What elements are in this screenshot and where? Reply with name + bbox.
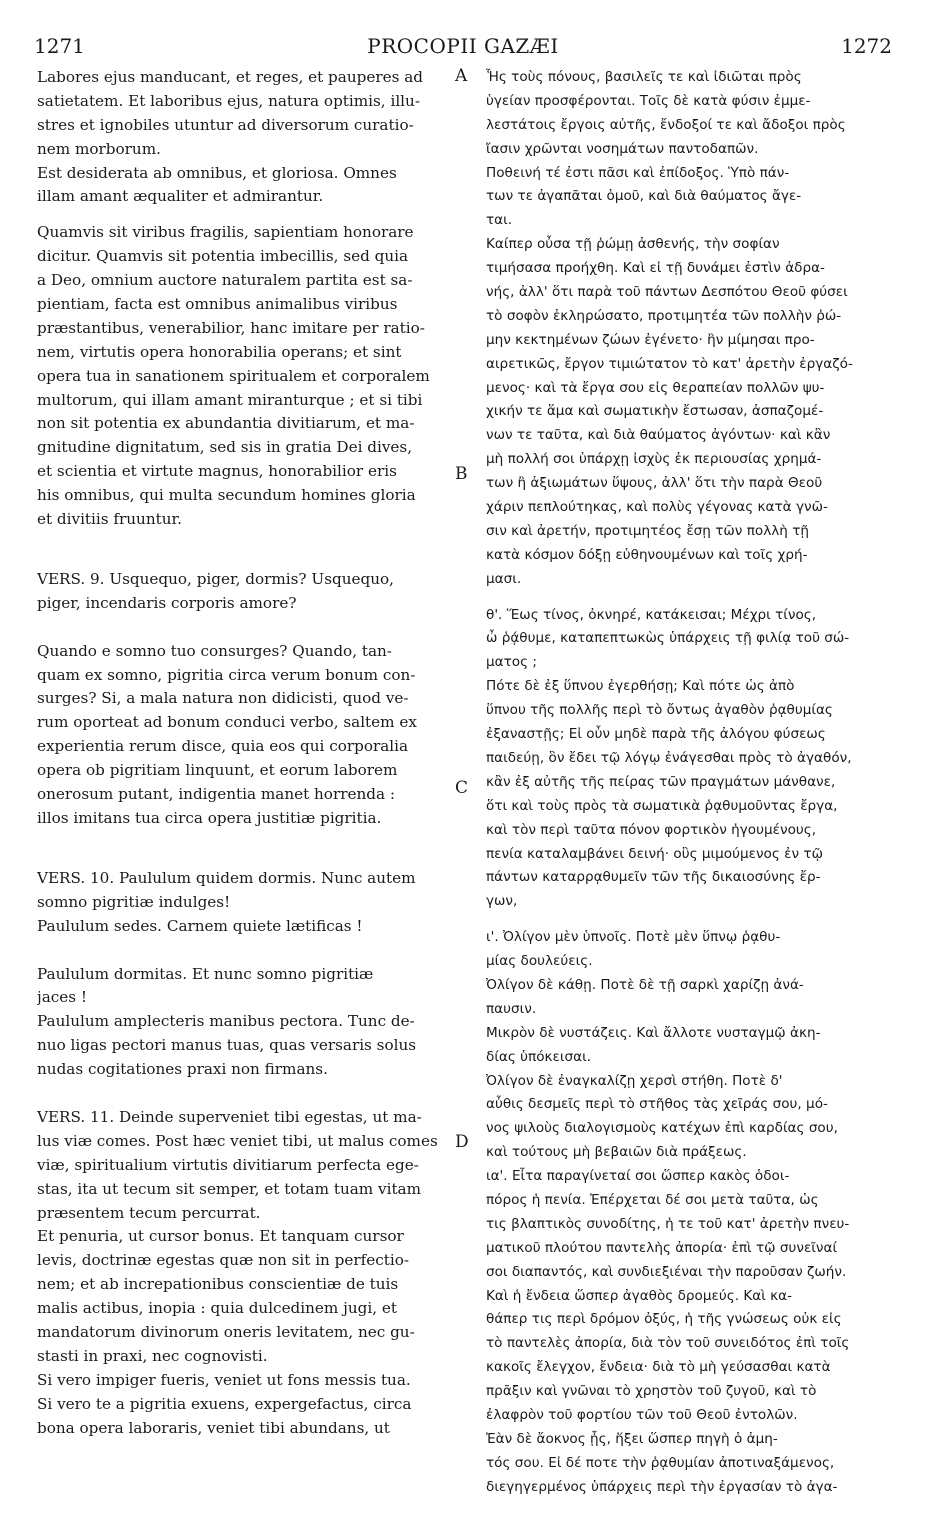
greek-text-line: κατὰ κόσμον δόξῃ εὐθηνουμένων καὶ τοῖς χρή- (486, 546, 808, 563)
greek-text-line: μην κεκτημένων ζώων ἐγένετο· ἣν μίμησαι προ- (486, 331, 815, 348)
latin-text-line: somno pigritiæ indulges! (37, 892, 231, 911)
latin-text-line: nuo ligas pectori manus tuas, quas versaris solus (37, 1036, 417, 1055)
paragraph-gap (486, 592, 890, 604)
latin-text-line: præsentem tecum percurrat. (37, 1203, 261, 1222)
latin-text-line: VERS. 10. Paululum quidem dormis. Nunc autem (37, 868, 416, 887)
greek-text-line: θ'. Ἕως τίνος, ὀκνηρέ, κατάκεισαι; Μέχρι τίνος, (486, 606, 817, 623)
greek-text-line: μὴ πολλή σοι ὑπάρχῃ ἰσχὺς ἐκ περιουσίας χρημά- (486, 451, 822, 468)
greek-text-line: αιρετικῶς, ἔργον τιμιώτατον τὸ κατ' ἀρετὴν ἐργαζό- (486, 355, 853, 372)
greek-text-line: Ἧς τοὺς πόνους, βασιλεῖς τε καὶ ἰδιῶται πρὸς (486, 69, 802, 85)
latin-paragraph (37, 640, 447, 831)
latin-text-line: surges? Si, a mala natura non didicisti, quod ve- (37, 689, 409, 708)
greek-text-line: Ὀλίγον δὲ κάθῃ. Ποτὲ δὲ τῇ σαρκὶ χαρίζῃ ἀνά- (486, 976, 804, 993)
page-header (34, 34, 892, 62)
greek-text-line: των ἢ ἀξιωμάτων ὕψους, ἀλλ' ὅτι τὴν παρὰ Θεοῦ (486, 475, 823, 492)
paragraph-gap (37, 831, 447, 867)
greek-text-line: τὸ παντελὲς ἀπορία, διὰ τὸν τοῦ συνειδότος ἐπὶ τοῖς (486, 1335, 850, 1352)
greek-text-line: νος ψιλοὺς διαλογισμοὺς κατέχων ἐπὶ καρδίας σου, (486, 1120, 838, 1137)
greek-text-line: παυσιν. (486, 1000, 537, 1017)
greek-text-line: μενος· καὶ τὰ ἔργα σου εἰς θεραπείαν πολλῶν ψυ- (486, 379, 825, 396)
greek-text-line: ται. (486, 212, 513, 229)
greek-text-line: σιν καὶ ἀρετήν, προτιμητέος ἔσῃ τῶν πολλὴ τῇ (486, 522, 810, 539)
latin-text-line: præstantibus, venerabilior, hanc imitare per ratio- (37, 318, 425, 337)
greek-text-line: νής, ἀλλ' ὅτι παρὰ τοῦ πάντων Δεσπότου Θεοῦ φύσει (486, 284, 848, 301)
latin-text-line: VERS. 9. Usquequo, piger, dormis? Usquequo, (37, 569, 394, 588)
greek-paragraph (486, 926, 890, 1499)
greek-text-line: καὶ τούτους μὴ βεβαιῶν διὰ πράξεως. (486, 1144, 747, 1161)
latin-text-line: illam amant æqualiter et admirantur. (37, 187, 324, 206)
greek-text-line: τὸ σοφὸν ἐκληρώσατο, προτιμητέα τῶν πολλὴν ῥώ- (486, 307, 842, 324)
latin-text-line: stasti in praxi, nec cognovisti. (37, 1346, 268, 1365)
latin-paragraph (37, 963, 447, 1082)
greek-text-line: Ἐὰν δὲ ἄοκνος ᾖς, ἥξει ὥσπερ πηγὴ ὁ ἀμη- (486, 1430, 778, 1447)
greek-text-line: λεστάτοις ἔργοις αὐτῆς, ἔνδοξοί τε καὶ ἄδοξοι πρὸς (486, 116, 846, 133)
latin-text-line: viæ, spiritualium virtutis divitiarum perfecta ege- (37, 1155, 419, 1174)
latin-text-line: Est desiderata ab omnibus, et gloriosa. Omnes (37, 163, 397, 182)
greek-text-line: τός σου. Εἰ δέ ποτε τὴν ῥᾳθυμίαν ἀποτιναξάμενος, (486, 1454, 835, 1471)
paragraph-gap (486, 914, 890, 926)
greek-text-line: πόρος ἡ πενία. Ἐπέρχεται δέ σοι μετὰ ταῦτα, ὡς (486, 1191, 819, 1208)
greek-text-line: ἴασιν χρῶνται νοσημάτων παντοδαπῶν. (486, 140, 759, 157)
section-marker-d: D (455, 1132, 469, 1152)
latin-text-line: Quamvis sit viribus fragilis, sapientiam honorare (37, 223, 414, 242)
latin-text-line: Labores ejus manducant, et reges, et pauperes ad (37, 68, 423, 86)
latin-text-line: nem, virtutis opera honorabilia operans; et sint (37, 342, 402, 361)
greek-text-line: σοι διαπαντός, καὶ συνδιεξιέναι τὴν παροῦσαν ζωήν. (486, 1263, 847, 1280)
greek-text-line: παιδεύῃ, ὃν ἔδει τῷ λόγῳ ἐνάγεσθαι πρὸς τὸ ἀγαθόν, (486, 749, 852, 766)
latin-text-line: illos imitans tua circa opera justitiæ pigritia. (37, 808, 382, 827)
page-number-right: 1272 (841, 34, 892, 58)
latin-text-line: nudas cogitationes praxi non firmans. (37, 1060, 328, 1079)
greek-text-line: τις βλαπτικὸς συνοδίτης, ἡ τε τοῦ κατ' ἀρετὴν πνευ- (486, 1215, 850, 1232)
greek-text-line: Καὶ ἡ ἔνδεια ὥσπερ ἀγαθὸς δρομεύς. Καὶ κα- (486, 1287, 793, 1304)
greek-text-line: Ὀλίγον δὲ ἐναγκαλίζῃ χερσὶ στήθη. Ποτὲ δ' (486, 1072, 783, 1089)
paragraph-gap (37, 532, 447, 568)
latin-text-line: opera tua in sanationem spiritualem et corporalem (37, 366, 430, 385)
greek-text-line: διεγηγερμένος ὑπάρχεις περὶ τὴν ἐργασίαν τὸ ἀγα- (486, 1478, 838, 1495)
greek-text-line: πενία καταλαμβάνει δεινή· οὓς μιμούμενος ἐν τῷ (486, 845, 823, 862)
latin-text-line: levis, doctrinæ egestas quæ non sit in perfectio- (37, 1251, 409, 1270)
paragraph-gap (37, 1082, 447, 1106)
latin-text-line: Si vero te a pigritia exuens, expergefactus, circa (37, 1394, 412, 1413)
greek-text-line: Πότε δὲ ἐξ ὕπνου ἐγερθήσῃ; Καὶ πότε ὡς ἀπὸ (486, 678, 795, 695)
latin-paragraph (37, 867, 447, 939)
latin-paragraph (37, 221, 447, 532)
latin-column (37, 66, 447, 1440)
section-marker-c: C (455, 778, 469, 798)
greek-text-line: μίας δουλεύεις. (486, 953, 593, 970)
latin-text-line: opera ob pigritiam linquunt, et eorum laborem (37, 761, 398, 780)
greek-text-line: πρᾶξιν καὶ γνῶναι τὸ χρηστὸν τοῦ ζυγοῦ, καὶ τὸ (486, 1383, 817, 1400)
latin-text-line: nem; et ab increpationibus conscientiæ de tuis (37, 1275, 399, 1294)
greek-text-line: ἐξαναστῇς; Εἰ οὖν μηδὲ παρὰ τῆς ἀλόγου φύσεως (486, 726, 826, 743)
latin-text-line: multorum, qui illam amant miranturque ; et si tibi (37, 390, 423, 409)
latin-text-line: lus viæ comes. Post hæc veniet tibi, ut malus comes (37, 1131, 438, 1150)
latin-paragraph (37, 66, 447, 209)
greek-text-line: ἐλαφρὸν τοῦ φορτίου τῶν τοῦ Θεοῦ ἐντολῶν. (486, 1406, 798, 1423)
latin-text-line: non sit potentia ex abundantia divitiarum, et ma- (37, 414, 415, 433)
greek-text-line: γων, (486, 893, 518, 910)
greek-text-line: ματικοῦ πλούτου παντελὴς ἀπορία· ἐπὶ τῷ συνεῖναί (486, 1239, 838, 1256)
latin-text-line: Quando e somno tuo consurges? Quando, tan- (37, 641, 392, 660)
latin-text-line: Paululum sedes. Carnem quiete lætificas ! (37, 916, 363, 935)
latin-text-line: jaces ! (37, 988, 87, 1007)
greek-text-line: ὑγείαν προσφέρονται. Τοῖς δὲ κατὰ φύσιν ἐμμε- (486, 92, 811, 109)
greek-text-line: θάπερ τις περὶ δρόμον ὀξύς, ἡ τῆς γνώσεως οὐκ εἰς (486, 1311, 842, 1328)
latin-text-line: Paululum amplecteris manibus pectora. Tunc de- (37, 1012, 415, 1031)
page-number-left: 1271 (34, 34, 85, 58)
greek-text-line: ια'. Εἶτα παραγίνεταί σοι ὥσπερ κακὸς ὁδοι- (486, 1168, 790, 1185)
latin-text-line: his omnibus, qui multa secundum homines gloria (37, 486, 416, 505)
paragraph-gap (37, 616, 447, 640)
latin-text-line: satietatem. Et laboribus ejus, natura optimis, illu- (37, 91, 420, 110)
greek-text-line: ὅτι καὶ τοὺς πρὸς τὰ σωματικὰ ῥᾳθυμοῦντας ἔργα, (486, 797, 838, 814)
greek-text-line: καὶ τὸν περὶ ταῦτα πόνον φορτικὸν ἡγουμένους, (486, 821, 817, 838)
latin-paragraph (37, 568, 447, 616)
latin-text-line: stas, ita ut tecum sit semper, et totam tuam vitam (37, 1179, 422, 1198)
latin-text-line: mandatorum divinorum oneris levitatem, nec gu- (37, 1322, 415, 1341)
greek-text-line: τιμήσασα προήχθη. Καὶ εἰ τῇ δυνάμει ἐστὶν ἀδρα- (486, 260, 825, 277)
greek-text-line: κἂν ἐξ αὐτῆς τῆς πείρας τῶν πραγμάτων μάνθανε, (486, 773, 836, 790)
latin-text-line: rum oporteat ad bonum conduci verbo, saltem ex (37, 713, 417, 732)
latin-text-line: nem morborum. (37, 139, 161, 158)
latin-text-line: a Deo, omnium auctore naturalem partita est sa- (37, 271, 413, 290)
paragraph-gap (37, 209, 447, 221)
running-title: PROCOPII GAZÆI (367, 34, 559, 58)
latin-text-line: bona opera laboraris, veniet tibi abundans, ut (37, 1418, 390, 1437)
greek-text-line: ὦ ῥᾴθυμε, καταπεπτωκὼς ὑπάρχεις τῇ φιλίᾳ τοῦ σώ- (486, 630, 850, 647)
greek-text-line: Καίπερ οὖσα τῇ ῥώμῃ ἀσθενής, τὴν σοφίαν (486, 236, 780, 253)
greek-text-line: των τε ἀγαπᾶται ὁμοῦ, καὶ διὰ θαύματος ἄγε- (486, 188, 802, 205)
greek-text-line: χικήν τε ἅμα καὶ σωματικὴν ἔστωσαν, ἀσπαζομέ- (486, 403, 824, 420)
latin-text-line: Et penuria, ut cursor bonus. Et tanquam cursor (37, 1227, 404, 1246)
section-marker-b: B (455, 464, 468, 484)
greek-text-line: αὖθις δεσμεῖς περὶ τὸ στῆθος τὰς χεῖράς σου, μό- (486, 1096, 828, 1113)
latin-text-line: gnitudine dignitatum, sed sis in gratia Dei dives, (37, 438, 413, 457)
greek-text-line: πάντων καταρρᾳθυμεῖν τῶν τῆς δικαιοσύνης ἔρ- (486, 869, 821, 886)
latin-text-line: stres et ignobiles utuntur ad diversorum curatio- (37, 115, 414, 134)
latin-text-line: experientia rerum disce, quia eos qui corporalia (37, 737, 409, 756)
latin-text-line: dicitur. Quamvis sit potentia imbecillis, sed quia (37, 247, 409, 266)
latin-text-line: Si vero impiger fueris, veniet ut fons messis tua. (37, 1370, 411, 1389)
greek-text-line: κακοῖς ἔλεγχον, ἔνδεια· διὰ τὸ μὴ γεύσασθαι κατὰ (486, 1359, 831, 1376)
section-marker-a: A (455, 66, 468, 86)
greek-text-line: μασι. (486, 570, 522, 587)
greek-text-line: χάριν πεπλούτηκας, καὶ πολὺς γέγονας κατὰ γνῶ- (486, 499, 828, 516)
latin-text-line: et divitiis fruuntur. (37, 510, 182, 529)
paragraph-gap (37, 939, 447, 963)
latin-paragraph (37, 1106, 447, 1440)
greek-paragraph (486, 66, 890, 592)
greek-text-line: Ποθεινή τέ ἐστι πᾶσι καὶ ἐπίδοξος. Ὑπὸ πάν- (486, 164, 790, 181)
latin-text-line: pientiam, facta est omnibus animalibus viribus (37, 295, 398, 314)
greek-text-line: Μικρὸν δὲ νυστάζεις. Καὶ ἄλλοτε νυσταγμῷ ἀκη- (486, 1024, 821, 1041)
latin-text-line: et scientia et virtute magnus, honorabilior eris (37, 462, 397, 481)
greek-paragraph (486, 604, 890, 915)
greek-text-line: ματος ; (486, 654, 537, 671)
greek-text-line: ι'. Ὀλίγον μὲν ὑπνοῖς. Ποτὲ μὲν ὕπνῳ ῥᾳθυ- (486, 929, 781, 946)
greek-column (486, 66, 890, 1500)
latin-text-line: quam ex somno, pigritia circa verum bonum con- (37, 665, 416, 684)
greek-text-line: νων τε ταῦτα, καὶ διὰ θαύματος ἀγόντων· καὶ κἂν (486, 427, 831, 444)
latin-text-line: malis actibus, inopia : quia dulcedinem jugi, et (37, 1299, 397, 1318)
latin-text-line: onerosum putant, indigentia manet horrenda : (37, 785, 395, 804)
latin-text-line: VERS. 11. Deinde superveniet tibi egestas, ut ma- (37, 1107, 422, 1126)
latin-text-line: piger, incendaris corporis amore? (37, 593, 297, 612)
greek-text-line: ὕπνου τῆς πολλῆς περὶ τὸ ὄντως ἀγαθὸν ῥᾳθυμίας (486, 702, 833, 719)
greek-text-line: δίας ὑπόκεισαι. (486, 1048, 591, 1065)
latin-text-line: Paululum dormitas. Et nunc somno pigritiæ (37, 964, 374, 983)
